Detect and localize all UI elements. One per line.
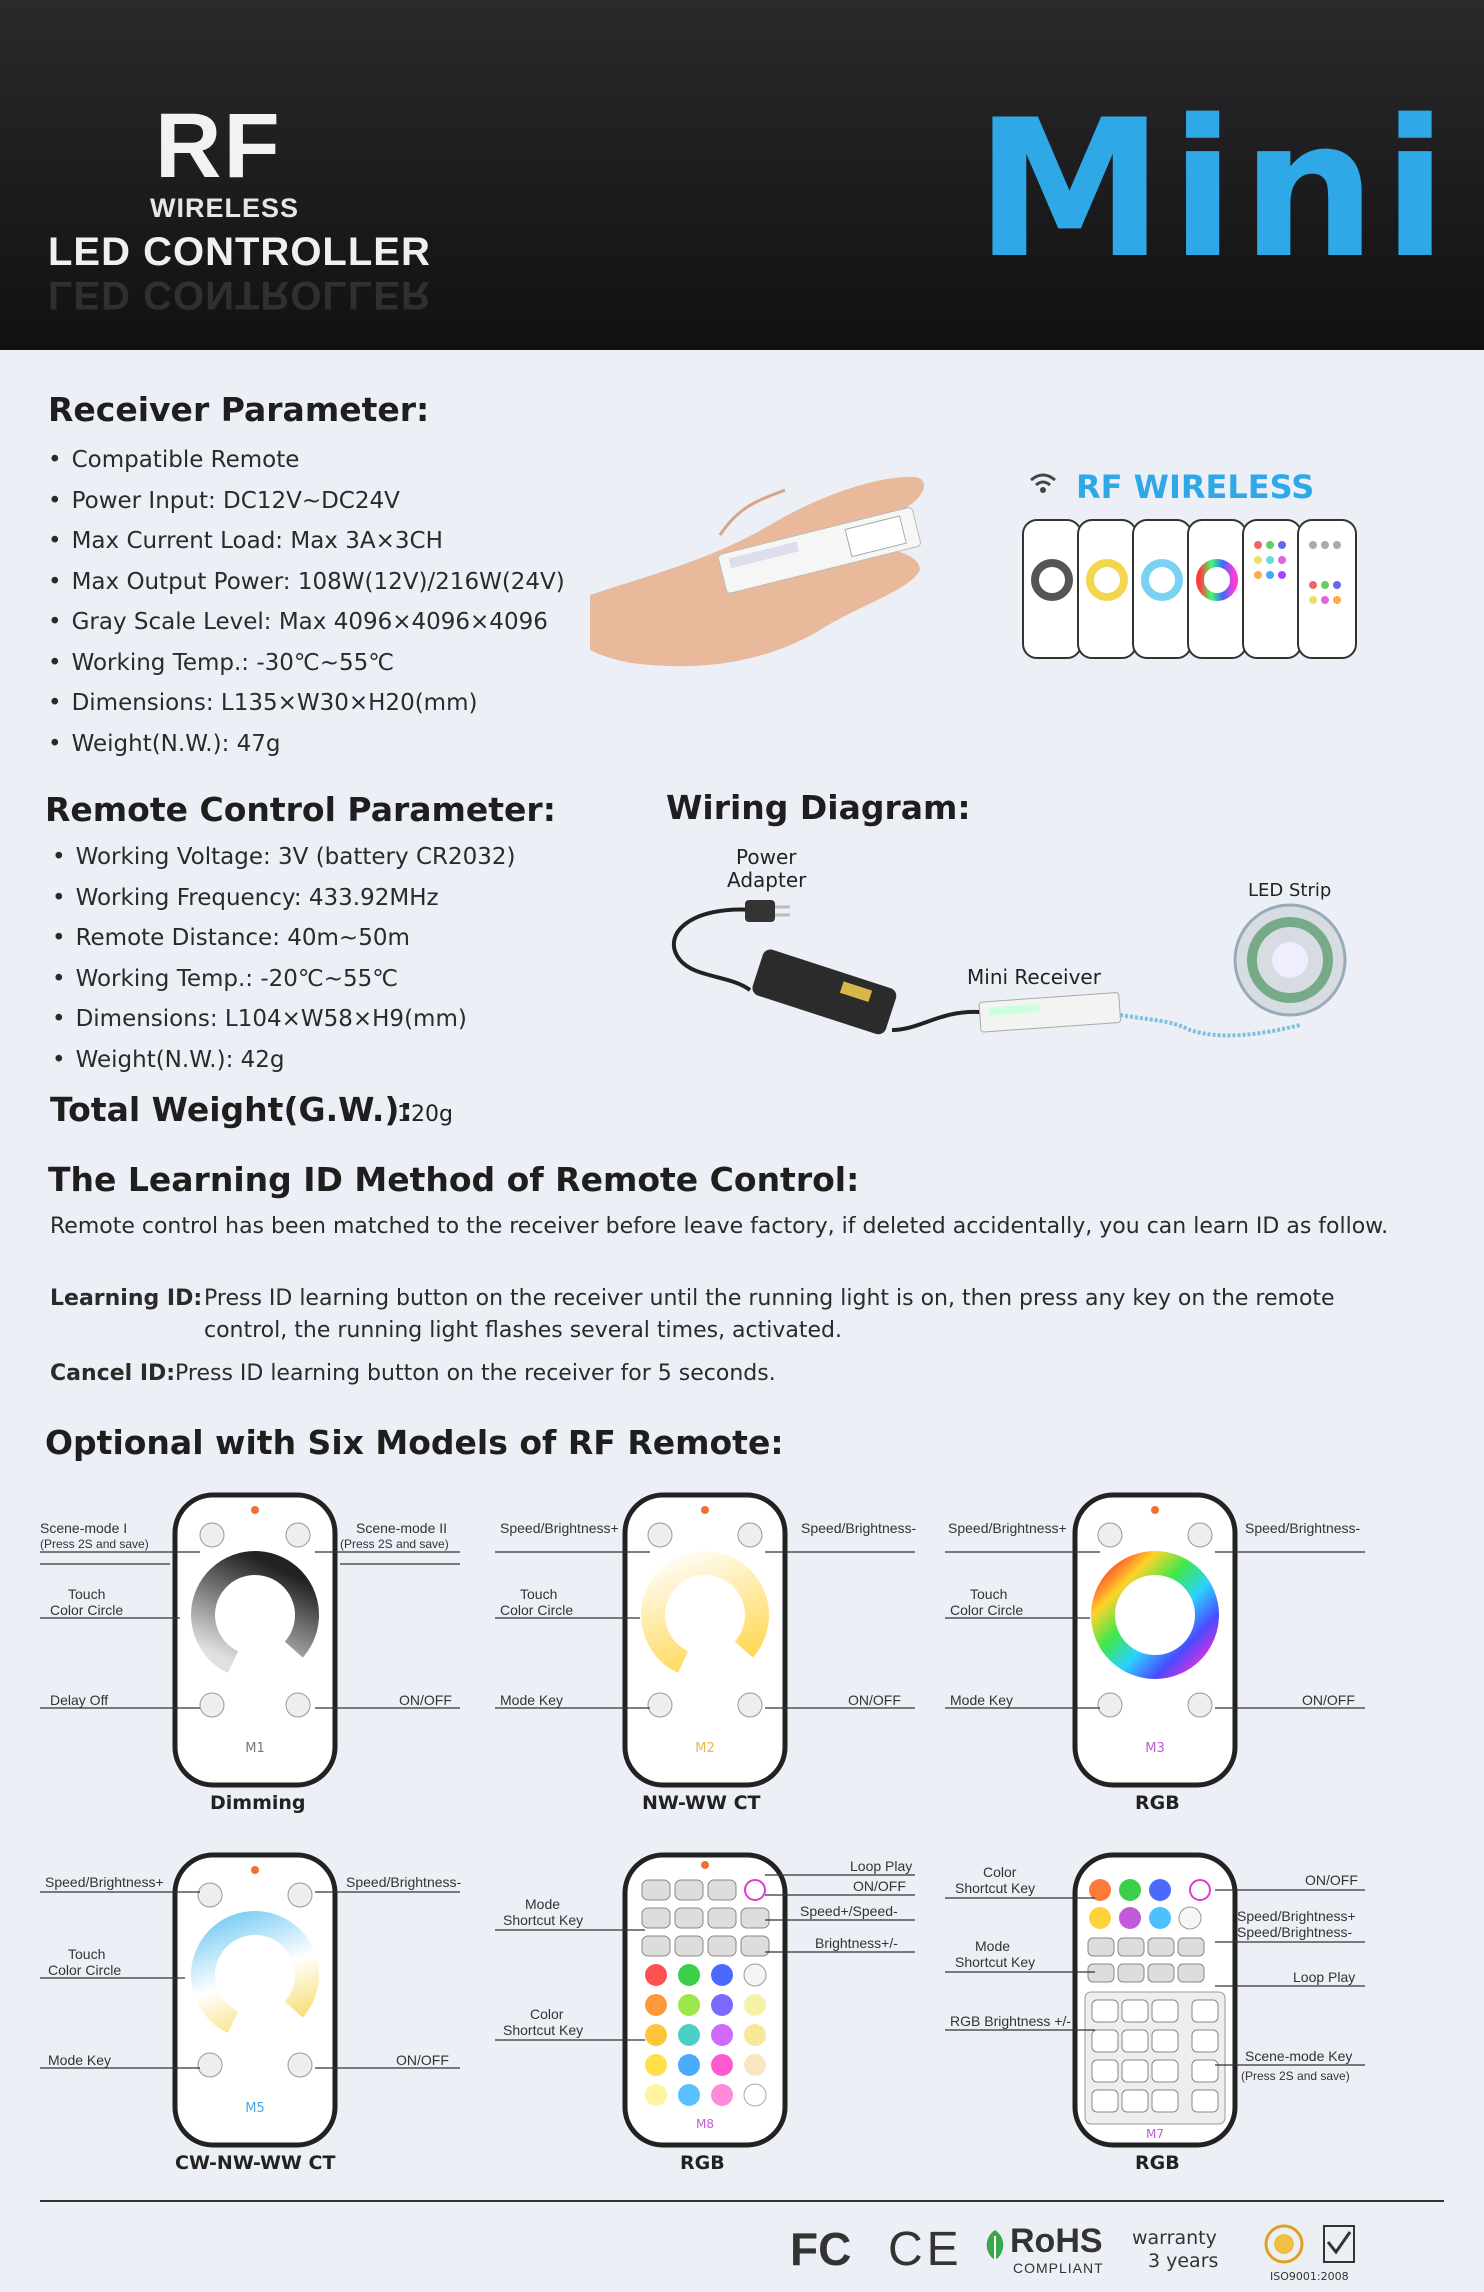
callout-label: Color — [530, 2006, 564, 2022]
footer-divider — [40, 2200, 1444, 2202]
receiver-in-hand-image — [590, 465, 940, 675]
remote-card-m2 — [495, 1490, 935, 1820]
callout-label: ON/OFF — [853, 1878, 906, 1894]
callout-label: ON/OFF — [396, 2052, 449, 2068]
total-weight-value: 120g — [397, 1102, 453, 1127]
callout-label: Speed/Brightness+ — [45, 1874, 164, 1890]
receiver-param-list — [48, 440, 565, 764]
remote-name: NW-WW CT — [642, 1792, 761, 1814]
iso-certification-icon — [1262, 2222, 1362, 2268]
learning-title: The Learning ID Method of Remote Control: — [48, 1160, 860, 1199]
callout-label: Shortcut Key — [955, 1880, 1036, 1896]
callout-label: Touch — [520, 1586, 558, 1602]
remote-name: RGB — [1135, 1792, 1180, 1814]
list-item: • Max Current Load: Max 3A×3CH — [48, 521, 565, 562]
callout-label: Mode Key — [500, 1692, 564, 1708]
remote-name: RGB — [680, 2152, 725, 2174]
callout-label: Mode Key — [950, 1692, 1014, 1708]
callout-label: Scene-mode I — [40, 1520, 128, 1536]
callout-label: ON/OFF — [399, 1692, 452, 1708]
list-item: • Weight(N.W.): 47g — [48, 724, 565, 765]
model-code: M8 — [696, 2117, 714, 2131]
callout-label: Touch — [68, 1586, 106, 1602]
optional-title: Optional with Six Models of RF Remote: — [45, 1423, 784, 1462]
rohs-logo: RoHS — [1010, 2222, 1103, 2260]
brand-led-controller: LED CONTROLLER — [48, 230, 431, 274]
model-code: M5 — [245, 2101, 265, 2116]
callout-label: Shortcut Key — [503, 1912, 584, 1928]
cancel-id-label: Cancel ID: — [50, 1361, 176, 1386]
rohs-compliant: COMPLIANT — [1013, 2260, 1104, 2276]
callout-label: Color Circle — [500, 1602, 574, 1618]
model-code: M7 — [1146, 2127, 1164, 2141]
model-code: M1 — [245, 1741, 265, 1756]
list-item: • Remote Distance: 40m~50m — [52, 918, 516, 959]
callout-label: ON/OFF — [1302, 1692, 1355, 1708]
wiring-title: Wiring Diagram: — [666, 788, 971, 827]
callout-label: Delay Off — [50, 1692, 109, 1708]
list-item: • Compatible Remote — [48, 440, 565, 481]
brand-wireless: WIRELESS — [150, 193, 300, 223]
ce-logo: CE — [888, 2223, 963, 2276]
list-item: • Dimensions: L104×W58×H9(mm) — [52, 999, 516, 1040]
callout-label: Touch — [970, 1586, 1008, 1602]
callout-label: Speed+/Speed- — [800, 1903, 898, 1919]
callout-label: Loop Play — [850, 1858, 913, 1874]
wifi-icon — [1028, 470, 1058, 496]
brand-rf: RF — [155, 95, 282, 197]
callout-label: Scene-mode II — [356, 1520, 448, 1536]
rf-wireless-text: RF WIRELESS — [1076, 468, 1315, 506]
callout-label: Scene-mode Key — [1245, 2048, 1353, 2064]
remote-param-list — [52, 837, 516, 1080]
total-weight-label: Total Weight(G.W.): — [50, 1090, 413, 1129]
remote-card-m7 — [945, 1850, 1385, 2180]
callout-label: Color Circle — [50, 1602, 124, 1618]
led-strip-label: LED Strip — [1248, 880, 1332, 901]
callout-label: Mode Key — [48, 2052, 112, 2068]
callout-lines — [495, 1850, 935, 2150]
power-label-1: Power — [736, 845, 797, 869]
remote-fan-image — [1018, 515, 1378, 665]
list-item: • Working Voltage: 3V (battery CR2032) — [52, 837, 516, 878]
remote-card-m8 — [495, 1850, 935, 2180]
remote-name: CW-NW-WW CT — [175, 2152, 336, 2174]
remote-name: RGB — [1135, 2152, 1180, 2174]
brand-reflection: LED CONTROLLER — [48, 273, 431, 317]
model-code: M2 — [695, 1741, 715, 1756]
callout-label: Speed/Brightness+ — [500, 1520, 619, 1536]
iso-text: ISO9001:2008 — [1270, 2270, 1349, 2283]
list-item: • Working Temp.: -20℃~55℃ — [52, 959, 516, 1000]
receiver-title: Receiver Parameter: — [48, 390, 430, 429]
callout-label: Speed/Brightness- — [801, 1520, 917, 1536]
callout-label: Speed/Brightness+ — [1237, 1908, 1356, 1924]
leaf-icon — [983, 2228, 1007, 2262]
callout-label: Speed/Brightness+ — [948, 1520, 1067, 1536]
callout-label: Shortcut Key — [503, 2022, 584, 2038]
callout-label: (Press 2S and save) — [40, 1537, 149, 1551]
callout-label: Color Circle — [48, 1962, 122, 1978]
list-item: • Working Temp.: -30℃~55℃ — [48, 643, 565, 684]
list-item: • Gray Scale Level: Max 4096×4096×4096 — [48, 602, 565, 643]
cancel-id-text: Press ID learning button on the receiver for 5 seconds. — [175, 1361, 776, 1386]
list-item: • Power Input: DC12V~DC24V — [48, 481, 565, 522]
warranty-text-1: warranty — [1132, 2227, 1217, 2249]
callout-label: Speed/Brightness- — [1237, 1924, 1353, 1940]
callout-label: Color — [983, 1864, 1017, 1880]
callout-label: Color Circle — [950, 1602, 1024, 1618]
callout-label: Loop Play — [1293, 1969, 1356, 1985]
remote-card-m3 — [945, 1490, 1385, 1820]
model-code: M3 — [1145, 1741, 1165, 1756]
remote-card-m5 — [40, 1850, 480, 2180]
callout-label: Speed/Brightness- — [1245, 1520, 1361, 1536]
learning-id-text: Press ID learning button on the receiver until the running light is on, then press any key on the remote control, the running light flashes several times, activated. — [204, 1286, 1335, 1343]
callout-lines — [40, 1850, 480, 2150]
callout-label: Brightness+/- — [815, 1935, 898, 1951]
learning-id-label: Learning ID: — [50, 1286, 203, 1311]
callout-label: Speed/Brightness- — [346, 1874, 462, 1890]
callout-label: (Press 2S and save) — [1241, 2069, 1350, 2083]
callout-label: RGB Brightness +/- — [950, 2013, 1071, 2029]
remote-name: Dimming — [210, 1792, 306, 1814]
list-item: • Dimensions: L135×W30×H20(mm) — [48, 683, 565, 724]
fcc-logo: FC — [790, 2223, 852, 2275]
callout-label: Shortcut Key — [955, 1954, 1036, 1970]
learning-intro: Remote control has been matched to the receiver before leave factory, if deleted accidentally, you can learn ID as follow. — [50, 1214, 1389, 1239]
product-name-mini: Mini — [975, 79, 1454, 300]
list-item: • Weight(N.W.): 42g — [52, 1040, 516, 1081]
callout-label: Mode — [975, 1938, 1011, 1954]
power-label-2: Adapter — [727, 868, 807, 892]
remote-card-m1 — [40, 1490, 480, 1820]
remote-title: Remote Control Parameter: — [45, 790, 556, 829]
callout-label: ON/OFF — [848, 1692, 901, 1708]
mini-receiver-label: Mini Receiver — [967, 965, 1101, 989]
list-item: • Max Output Power: 108W(12V)/216W(24V) — [48, 562, 565, 603]
callout-label: Touch — [68, 1946, 106, 1962]
warranty-text-2: 3 years — [1148, 2250, 1219, 2272]
wiring-diagram-image — [660, 880, 1380, 1050]
callout-label: Mode — [525, 1896, 561, 1912]
callout-label: ON/OFF — [1305, 1872, 1358, 1888]
list-item: • Working Frequency: 433.92MHz — [52, 878, 516, 919]
callout-label: (Press 2S and save) — [340, 1537, 449, 1551]
header-banner — [0, 0, 1484, 350]
